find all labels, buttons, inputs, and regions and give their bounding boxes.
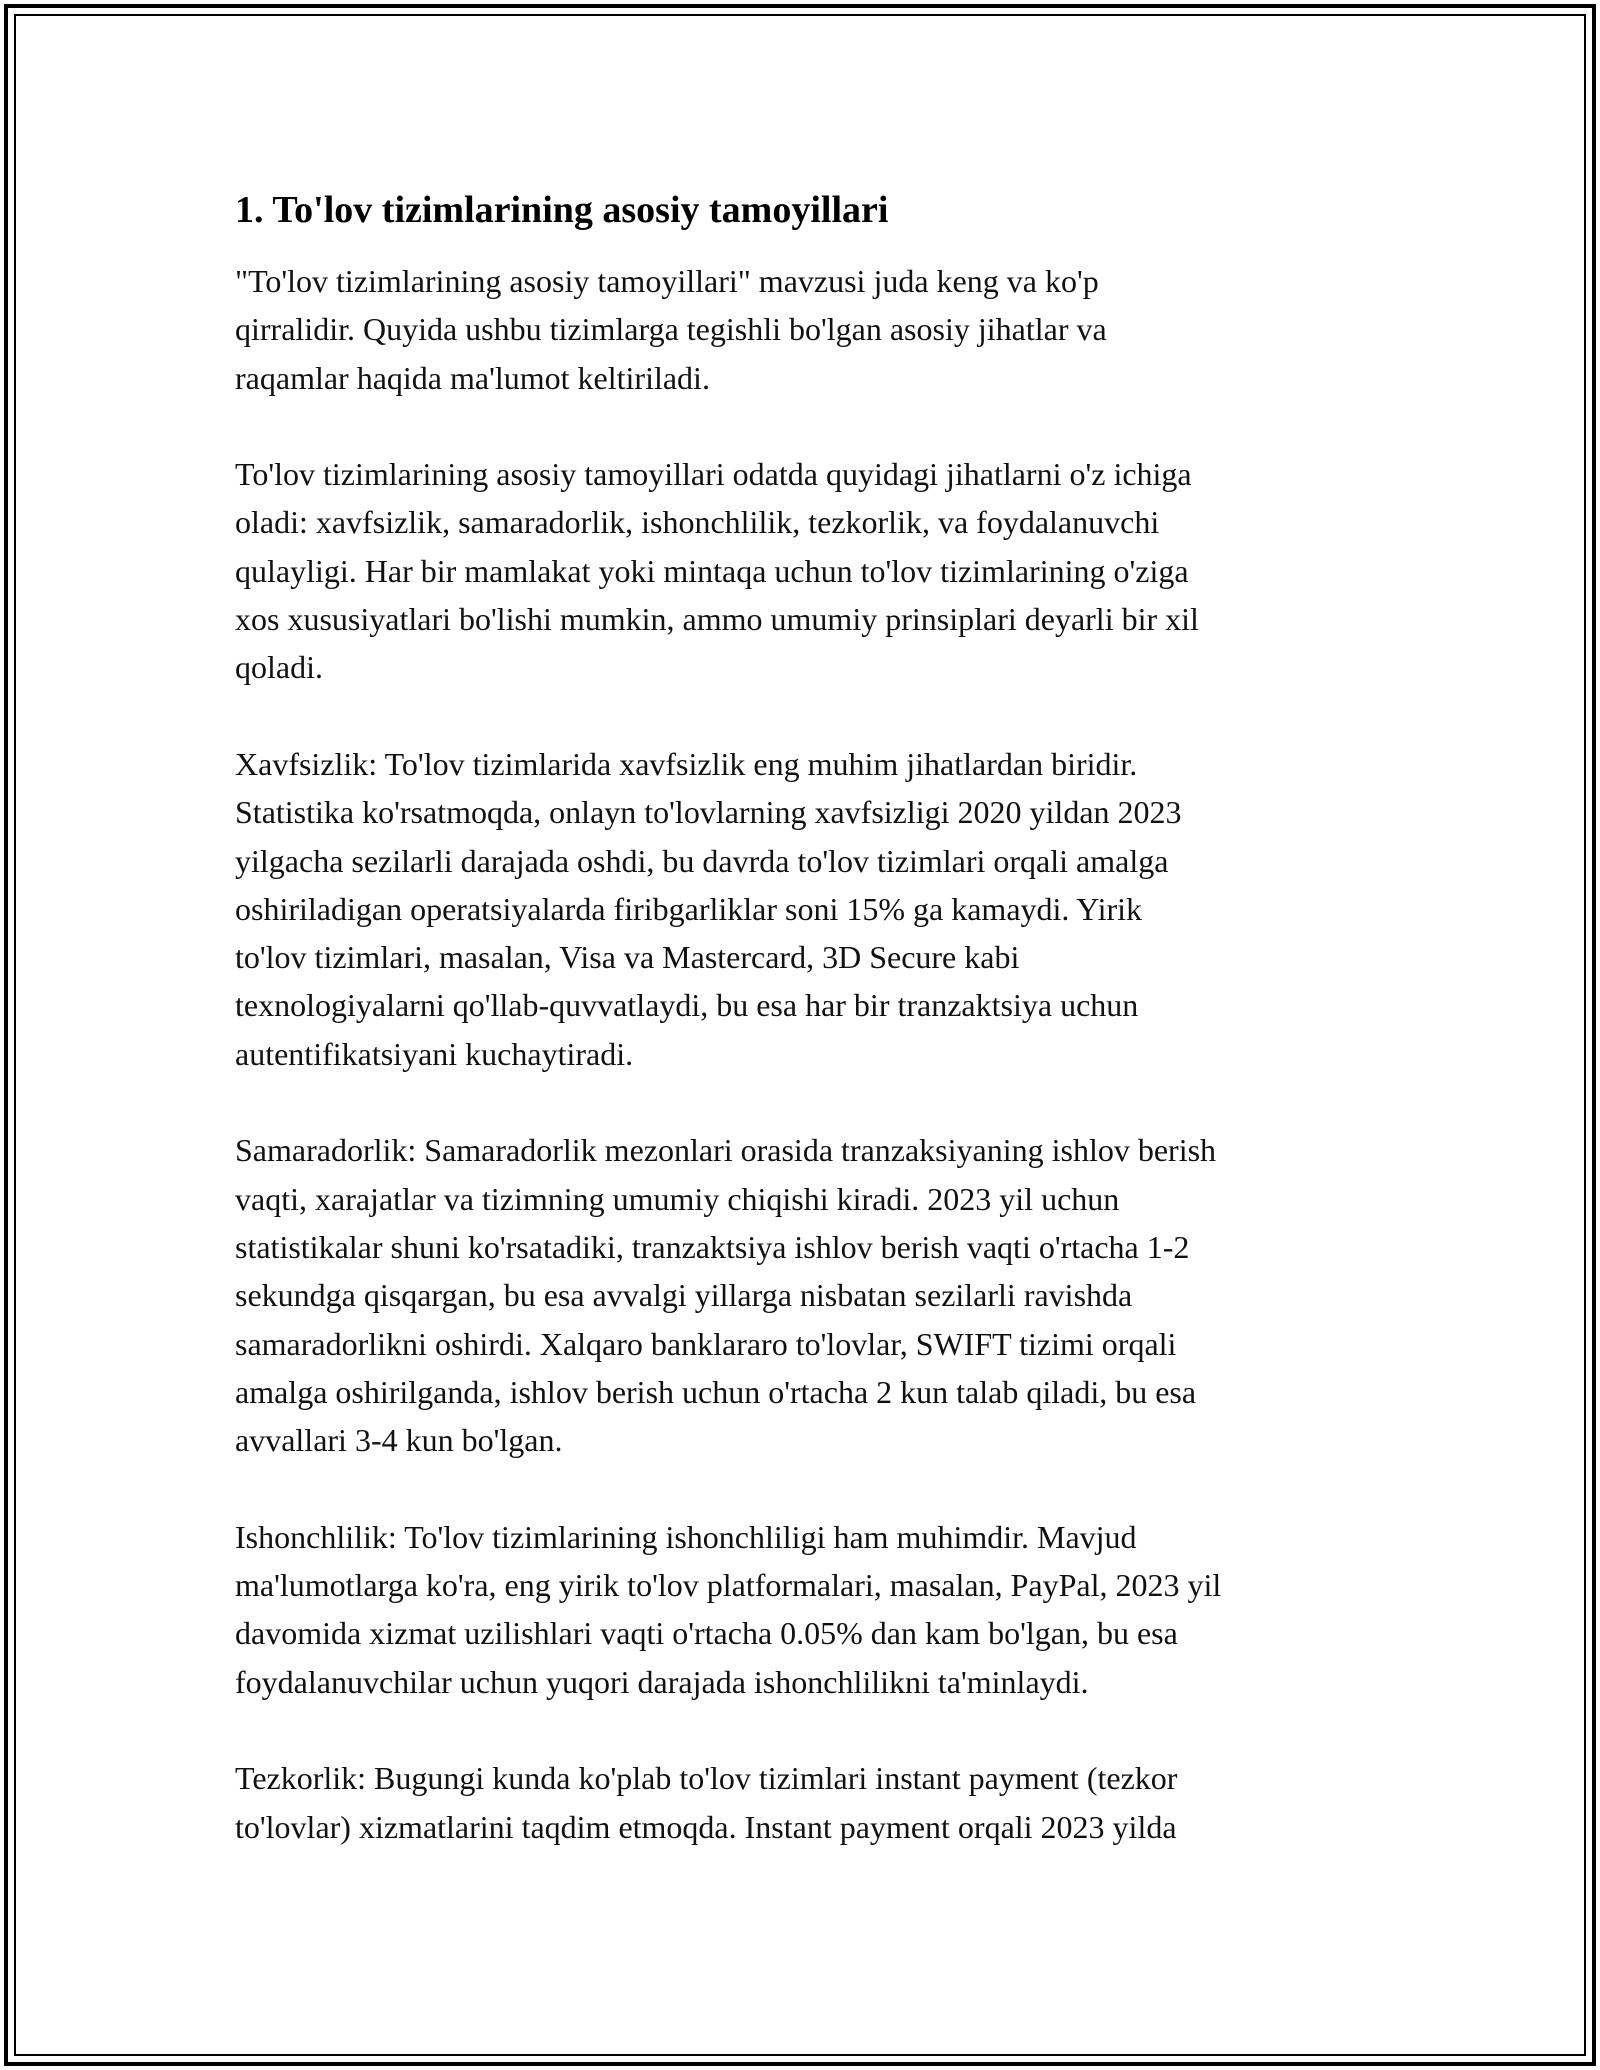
text-line: oladi: xavfsizlik, samaradorlik, ishonchlilik, tezkorlik, va foydalanuvchi (235, 504, 1160, 541)
text-line: to'lov tizimlari, masalan, Visa va Mastercard, 3D Secure kabi (235, 939, 1020, 976)
text-line: texnologiyalarni qo'llab-quvvatlaydi, bu esa har bir tranzaktsiya uchun (235, 987, 1139, 1024)
text-line: autentifikatsiyani kuchaytiradi. (235, 1035, 634, 1072)
text-line: Samaradorlik: Samaradorlik mezonlari orasida tranzaksiyaning ishlov berish (235, 1132, 1217, 1169)
text-line: qulayligi. Har bir mamlakat yoki mintaqa uchun to'lov tizimlarining o'ziga (235, 552, 1189, 589)
text-line: davomida xizmat uzilishlari vaqti o'rtacha 0.05% dan kam bo'lgan, bu esa (235, 1615, 1178, 1652)
paragraph-intro (235, 257, 1385, 402)
paragraph-speed (235, 1754, 1385, 1851)
text-line: amalga oshirilganda, ishlov berish uchun o'rtacha 2 kun talab qiladi, bu esa (235, 1373, 1197, 1410)
text-line: Xavfsizlik: To'lov tizimlarida xavfsizlik eng muhim jihatlardan biridir. (235, 745, 1138, 782)
text-line: qirralidir. Quyida ushbu tizimlarga tegishli bo'lgan asosiy jihatlar va (235, 311, 1107, 348)
text-line: vaqti, xarajatlar va tizimning umumiy chiqishi kiradi. 2023 yil uchun (235, 1180, 1120, 1217)
text-line: xos xususiyatlari bo'lishi mumkin, ammo umumiy prinsiplari deyarli bir xil (235, 601, 1199, 638)
text-line: Ishonchlilik: To'lov tizimlarining ishonchliligi ham muhimdir. Mavjud (235, 1518, 1137, 1555)
text-line: avvallari 3-4 kun bo'lgan. (235, 1422, 563, 1459)
text-line: yilgacha sezilarli darajada oshdi, bu davrda to'lov tizimlari orqali amalga (235, 842, 1169, 879)
text-line: foydalanuvchilar uchun yuqori darajada ishonchlilikni ta'minlaydi. (235, 1663, 1089, 1700)
section-heading: 1. To'lov tizimlarining asosiy tamoyillari (235, 189, 889, 231)
paragraph-principles (235, 450, 1385, 691)
paragraph-security (235, 740, 1385, 1078)
text-line: sekundga qisqargan, bu esa avvalgi yillarga nisbatan sezilarli ravishda (235, 1277, 1133, 1314)
text-line: raqamlar haqida ma'lumot keltiriladi. (235, 359, 710, 396)
document-body (235, 185, 1385, 1899)
paragraph-reliability (235, 1513, 1385, 1706)
text-line: Statistika ko'rsatmoqda, onlayn to'lovlarning xavfsizligi 2020 yildan 2023 (235, 794, 1182, 831)
text-line: ma'lumotlarga ko'ra, eng yirik to'lov platformalari, masalan, PayPal, 2023 yil (235, 1567, 1222, 1604)
text-line: statistikalar shuni ko'rsatadiki, tranzaktsiya ishlov berish vaqti o'rtacha 1-2 (235, 1228, 1190, 1265)
text-line: To'lov tizimlarining asosiy tamoyillari odatda quyidagi jihatlarni o'z ichiga (235, 456, 1192, 493)
text-line: "To'lov tizimlarining asosiy tamoyillari" mavzusi juda keng va ko'p (235, 263, 1099, 299)
text-line: to'lovlar) xizmatlarini taqdim etmoqda. Instant payment orqali 2023 yilda (235, 1808, 1177, 1845)
paragraph-efficiency (235, 1126, 1385, 1464)
text-line: oshiriladigan operatsiyalarda firibgarliklar soni 15% ga kamaydi. Yirik (235, 890, 1142, 927)
text-line: Tezkorlik: Bugungi kunda ko'plab to'lov tizimlari instant payment (tezkor (235, 1760, 1178, 1797)
text-line: qoladi. (235, 649, 323, 686)
text-line: samaradorlikni oshirdi. Xalqaro banklararo to'lovlar, SWIFT tizimi orqali (235, 1325, 1177, 1362)
